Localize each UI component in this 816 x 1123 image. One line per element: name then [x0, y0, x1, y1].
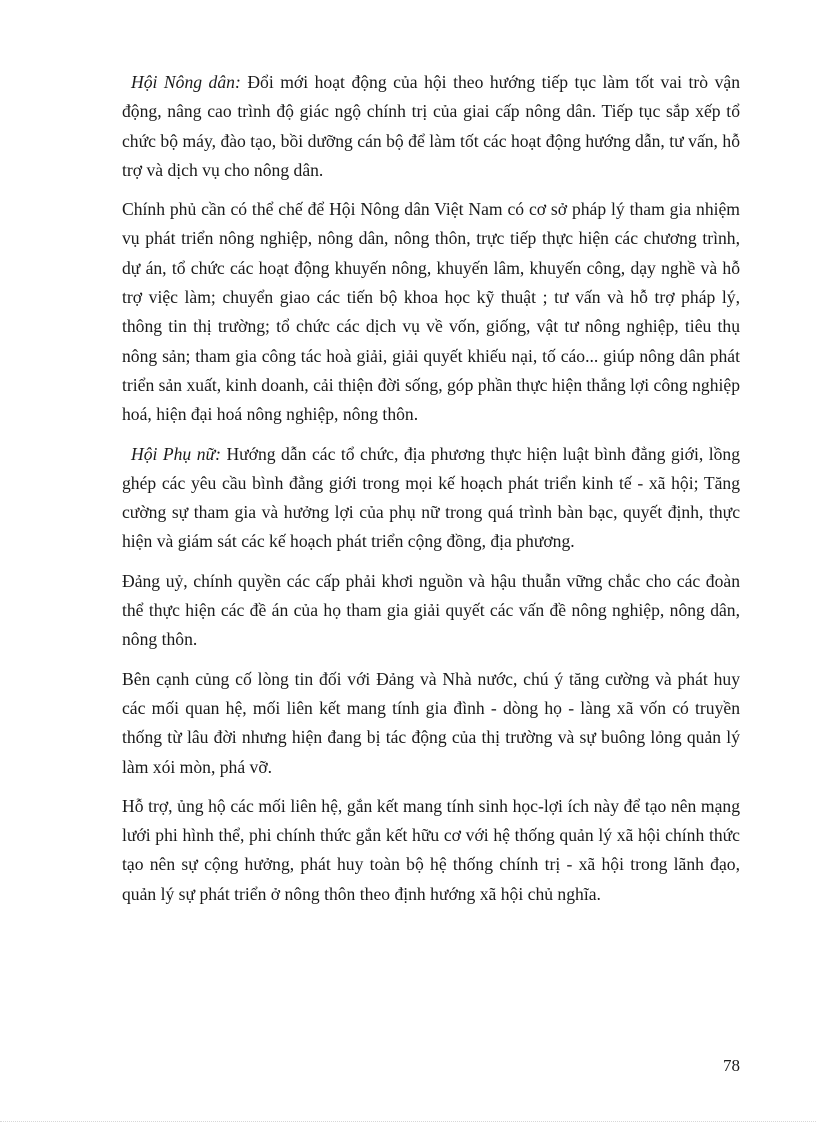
paragraph-chinh-phu: [122, 195, 740, 429]
paragraph-text: Đảng uỷ, chính quyền các cấp phải khơi nguồn và hậu thuẫn vững chắc cho các đoàn thể thực hiện các đề án của họ tham gia giải quyết các vấn đề nông nghiệp, nông dân, nông thôn.: [122, 570, 740, 650]
paragraph-text: Đổi mới hoạt động của hội theo hướng tiếp tục làm tốt vai trò vận động, nâng cao trình độ giác ngộ chính trị của giai cấp nông dân. Tiếp tục sắp xếp tổ chức bộ máy, đào tạo, bồi dưỡng cán bộ để làm tốt các hoạt động hướng dẫn, tư vấn, hỗ trợ và dịch vụ cho nông dân.: [122, 72, 741, 180]
page-number: 78: [723, 1056, 740, 1075]
paragraph-hoi-phu-nu: [122, 440, 740, 557]
paragraph-dang-uy: [122, 567, 740, 655]
paragraph-ben-canh: [122, 665, 740, 782]
paragraph-text: Hỗ trợ, ủng hộ các mối liên hệ, gắn kết mang tính sinh học-lợi ích này để tạo nên mạng lưới phi hình thể, phi chính thức gắn kết hữu cơ với hệ thống quản lý xã hội chính thức tạo nên sự cộng hưởng, phát huy toàn bộ hệ thống chính trị - xã hội trong lãnh đạo, quản lý sự phát triển ở nông thôn theo định hướng xã hội chủ nghĩa.: [122, 795, 740, 904]
paragraph-text: Bên cạnh củng cố lòng tin đối với Đảng và Nhà nước, chú ý tăng cường và phát huy các mối quan hệ, mối liên kết mang tính gia đình - dòng họ - làng xã vốn có truyền thống từ lâu đời nhưng hiện đang bị tác động của thị trường và sự buông lỏng quản lý làm xói mòn, phá vỡ.: [122, 668, 740, 777]
paragraph-lead: Hội Phụ nữ:: [131, 443, 221, 464]
document-page: [122, 68, 740, 919]
paragraph-lead: Hội Nông dân:: [131, 72, 241, 92]
paragraph-text: Hướng dẫn các tổ chức, địa phương thực hiện luật bình đẳng giới, lồng ghép các yêu cầu bình đẳng giới trong mọi kế hoạch phát triển kinh tế - xã hội; Tăng cường sự tham gia và hưởng lợi của phụ nữ trong quá trình bàn bạc, quyết định, thực hiện và giám sát các kế hoạch phát triển cộng đồng, địa phương.: [122, 443, 740, 552]
paragraph-text: Chính phủ cần có thể chế để Hội Nông dân Việt Nam có cơ sở pháp lý tham gia nhiệm vụ phát triển nông nghiệp, nông dân, nông thôn, trực tiếp thực hiện các chương trình, dự án, tổ chức các hoạt động khuyến nông, khuyến lâm, khuyến công, dạy nghề và hỗ trợ việc làm; chuyển giao các tiến bộ khoa học kỹ thuật ; tư vấn và hỗ trợ pháp lý, thông tin thị trường; tổ chức các dịch vụ về vốn, giống, vật tư nông nghiệp, tiêu thụ nông sản; tham gia công tác hoà giải, giải quyết khiếu nại, tố cáo... giúp nông dân phát triển sản xuất, kinh doanh, cải thiện đời sống, góp phần thực hiện thắng lợi công nghiệp hoá, hiện đại hoá nông nghiệp, nông thôn.: [122, 199, 740, 425]
paragraph-ho-tro: [122, 792, 740, 909]
page-bottom-divider: [0, 1121, 816, 1122]
paragraph-hoi-nong-dan: [122, 68, 740, 185]
